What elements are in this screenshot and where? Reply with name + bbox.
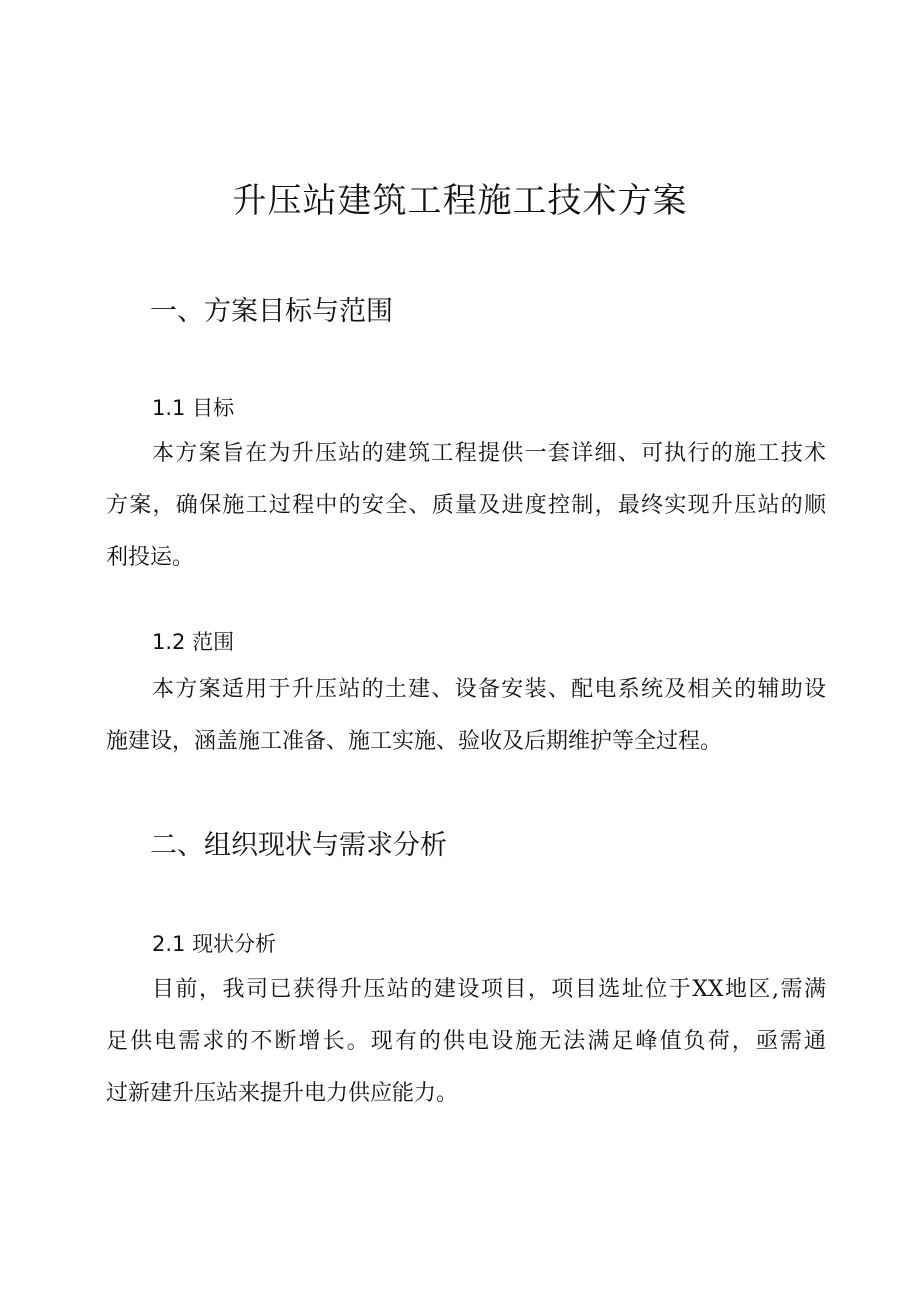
paragraph-current-status xyxy=(106,964,826,1120)
section-heading-2: 二、组织现状与需求分析 xyxy=(150,830,447,861)
paragraph-line: 本方案旨在为升压站的建筑工程提供一套详细、可执行的施工技术 xyxy=(152,441,826,466)
paragraph-line: 利投运。 xyxy=(106,545,195,570)
paragraph-line: 目前，我司已获得升压站的建设项目，项目选址位于XX地区,需满 xyxy=(152,977,826,1002)
subsection-heading-1-1: 1.1 目标 xyxy=(152,396,235,420)
section-heading-1: 一、方案目标与范围 xyxy=(150,296,393,327)
document-title: 升压站建筑工程施工技术方案 xyxy=(232,181,688,221)
subsection-heading-1-2: 1.2 范围 xyxy=(152,630,235,654)
paragraph-line: 过新建升压站来提升电力供应能力。 xyxy=(106,1081,459,1106)
paragraph-goal xyxy=(106,428,826,584)
paragraph-line: 施建设，涵盖施工准备、施工实施、验收及后期维护等全过程。 xyxy=(106,729,723,754)
paragraph-line: 方案，确保施工过程中的安全、质量及进度控制，最终实现升压站的顺 xyxy=(106,493,826,518)
paragraph-line: 本方案适用于升压站的土建、设备安装、配电系统及相关的辅助设 xyxy=(152,677,826,702)
paragraph-scope xyxy=(106,664,826,768)
paragraph-line: 足供电需求的不断增长。现有的供电设施无法满足峰值负荷，亟需通 xyxy=(106,1029,826,1054)
subsection-heading-2-1: 2.1 现状分析 xyxy=(152,932,277,956)
